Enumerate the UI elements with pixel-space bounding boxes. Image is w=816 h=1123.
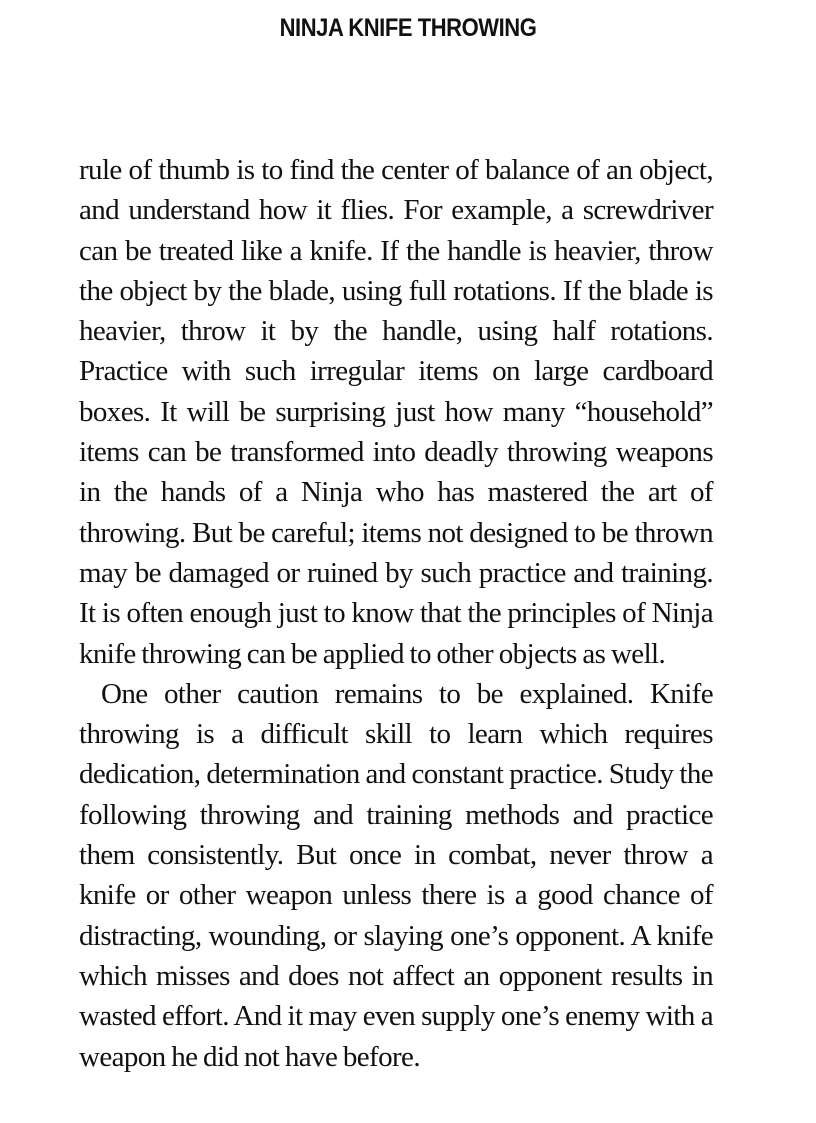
paragraph-2: One other caution remains to be explained. Knife throwing is a difficult skill to learn which requires dedication, determination and constant practice. Study the following throwing and training methods and practice them consistently. But once in combat, never throw a knife or other weapon unless there is a good chance of distracting, wounding, or slaying one’s opponent. A knife which misses and does not affect an opponent results in wasted effort. And it may even supply one’s enemy with a weapon he did not have before. xyxy=(79,677,713,1073)
running-head-title: NINJA KNIFE THROWING xyxy=(279,14,537,42)
paragraph-1: rule of thumb is to find the center of balance of an object, and understand how it flies. For example, a screwdriver can be treated like a knife. If the handle is heavier, throw the object by the blade, using full rotations. If the blade is heavier, throw it by the handle, using half rotations. Practice with such irregular items on large cardboard boxes. It will be surprising just how many “household” items can be transformed into deadly throwing weapons in the hands of a Ninja who has mastered the art of throwing. But be careful; items not designed to be thrown may be damaged or ruined by such practice and training. It is often enough just to know that the principles of Ninja knife throwing can be applied to other objects as well. xyxy=(79,154,713,670)
body-text xyxy=(79,150,713,1077)
